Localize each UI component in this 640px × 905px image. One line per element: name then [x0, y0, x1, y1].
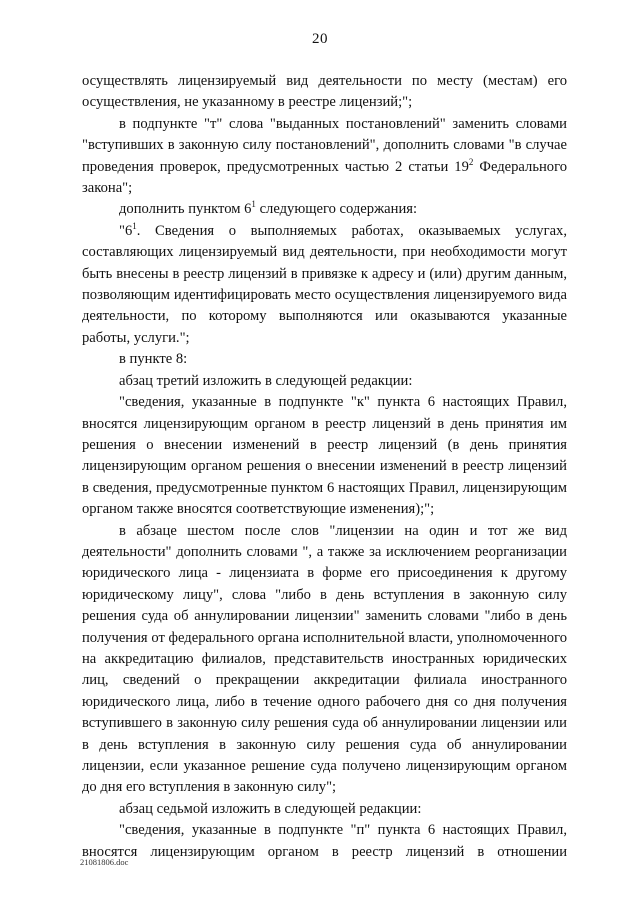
paragraph: [82, 349, 567, 370]
paragraph-text: "сведения, указанные в подпункте "п" пункта 6 настоящих Правил, вносятся лицензирующим органом в реестр лицензий в отношении: [82, 822, 567, 860]
paragraph-text: абзац седьмой изложить в следующей редакции:: [119, 800, 422, 817]
footer-filename: 21081806.doc: [80, 857, 129, 867]
paragraph-text: в абзаце шестом после слов "лицензии на один и тот же вид деятельности" дополнить словами ", а также за исключением реорганизации юридического лица - лицензиата в форме его присоединения к другому юридическому лицу", слова "либо в день вступления в законную силу решения суда об аннулировании лицензии" заменить словами "либо в день получения от федерального органа исполнительной власти, уполномоченного на аккредитацию филиалов, представительств иностранных юридических лиц, сведений о прекращении аккредитации филиала иностранного юридического лица, либо в течение одного рабочего дня со дня получения вступившего в законную силу решения суда об аннулировании лицензии или в день вступления в законную силу решения суда об аннулировании лицензии, если указанное решение суда получено лицензирующим органом до дня его вступления в законную силу";: [82, 522, 567, 796]
paragraph-text: "6: [119, 222, 133, 239]
superscript: 1: [251, 199, 256, 210]
paragraph-text: абзац третий изложить в следующей редакции:: [119, 372, 413, 389]
paragraph-text: "сведения, указанные в подпункте "к" пункта 6 настоящих Правил, вносятся лицензирующим органом в реестр лицензий в день принятия им решения о внесении изменений в реестр лицензий (в день принятия лицензирующим органом решения о внесении изменений в реестр лицензий в сведения, предусмотренные пунктом 6 настоящих Правил, лицензирующим органом также вносятся соответствующие изменения);";: [82, 394, 567, 518]
superscript: 1: [132, 220, 137, 231]
paragraph: [82, 371, 567, 392]
document-body: [82, 71, 567, 863]
paragraph-text-continued: . Сведения о выполняемых работах, оказываемых услугах, составляющих лицензируемый вид деятельности, при необходимости могут быть внесены в реестр лицензий в привязке к адресу и (или) другим данным, позволяющим идентифицировать место осуществления лицензируемого вида деятельности, по которому выполняются или оказываются указанные работы, услуги.";: [82, 222, 567, 346]
paragraph: [82, 71, 567, 114]
paragraph-text: дополнить пунктом 6: [119, 201, 252, 218]
paragraph-text: в подпункте "т" слова "выданных постановлений" заменить словами "вступивших в законную силу постановлений", дополнить словами "в случае проведения проверок, предусмотренных частью 2 статьи 19: [82, 115, 567, 175]
paragraph-text-continued: следующего содержания:: [255, 201, 418, 218]
page-number: 20: [312, 31, 328, 47]
paragraph: [82, 799, 567, 820]
paragraph: [82, 114, 567, 200]
superscript: 2: [468, 156, 474, 167]
paragraph: [82, 820, 567, 863]
paragraph: [82, 521, 567, 799]
paragraph: [82, 392, 567, 520]
paragraph: [82, 199, 567, 220]
paragraph-text: в пункте 8:: [119, 351, 188, 368]
paragraph-text-continued: Федерального закона";: [82, 158, 568, 197]
paragraph: [82, 221, 567, 349]
paragraph-text: осуществлять лицензируемый вид деятельности по месту (местам) его осуществления, не указанному в реестре лицензий;";: [82, 73, 567, 111]
